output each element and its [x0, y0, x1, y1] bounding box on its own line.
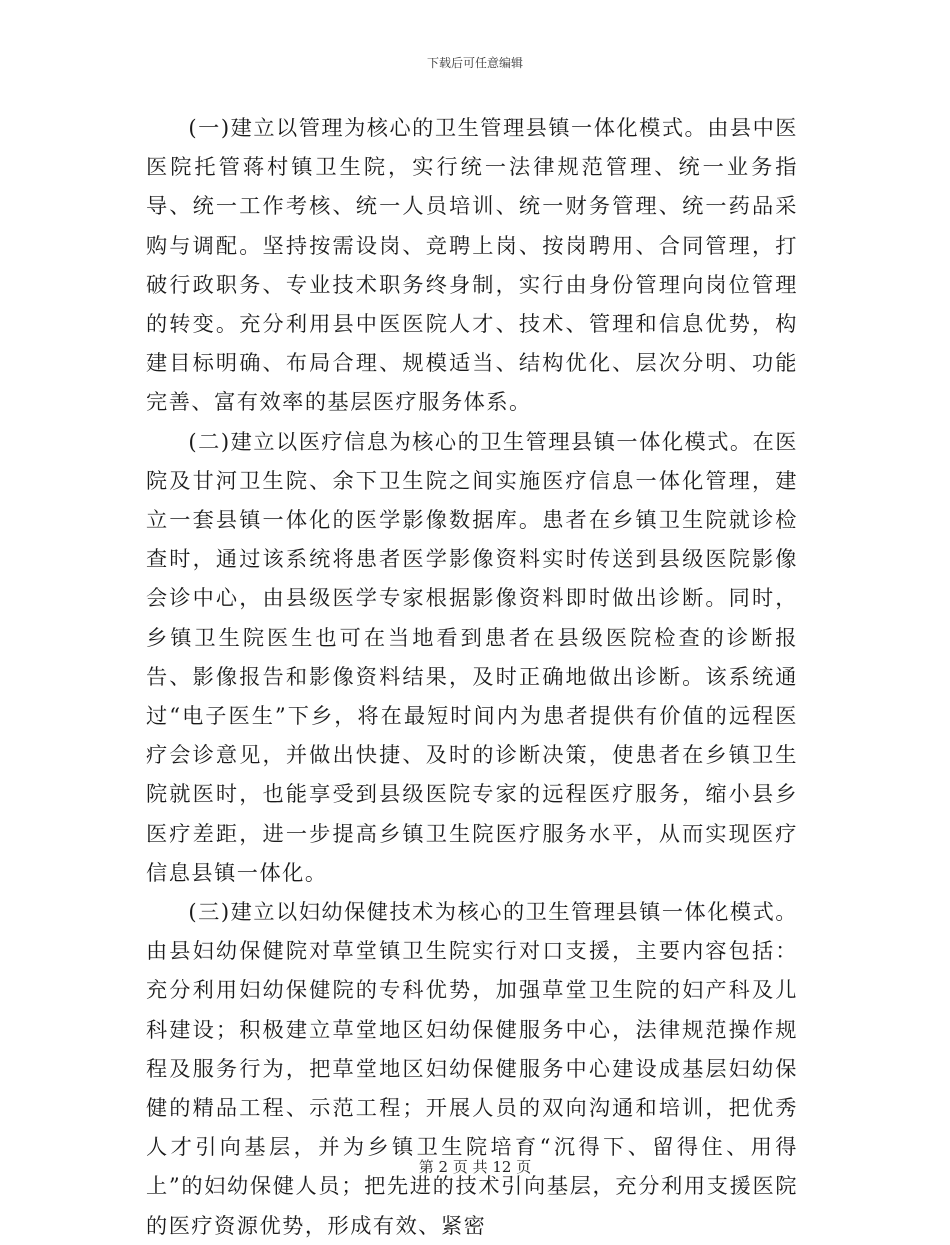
page-header-note: 下载后可任意编辑 [426, 56, 523, 70]
paragraph-2: (二)建立以医疗信息为核心的卫生管理县镇一体化模式。在医院及甘河卫生院、余下卫生院之间实施医疗信息一体化管理，建立一套县镇一体化的医学影像数据库。患者在乡镇卫生院就诊检查时，通过该系统将患者医学影像资料实时传送到县级医院影像会诊中心，由县级医学专家根据影像资料即时做出诊断。同时，乡镇卫生院医生也可在当地看到患者在县级医院检查的诊断报告、影像报告和影像资料结果，及时正确地做出诊断。该系统通过“电子医生”下乡，将在最短时间内为患者提供有价值的远程医疗会诊意见，并做出快捷、及时的诊断决策，使患者在乡镇卫生院就医时，也能享受到县级医院专家的远程医疗服务，缩小县乡医疗差距，进一步提高乡镇卫生院医疗服务水平，从而实现医疗信息县镇一体化。 [146, 428, 798, 885]
paragraph-3: (三)建立以妇幼保健技术为核心的卫生管理县镇一体化模式。由县妇幼保健院对草堂镇卫生院实行对口支援，主要内容包括：充分利用妇幼保健院的专科优势，加强草堂卫生院的妇产科及儿科建设；积极建立草堂地区妇幼保健服务中心，法律规范操作规程及服务行为，把草堂地区妇幼保健服务中心建设成基层妇幼保健的精品工程、示范工程；开展人员的双向沟通和培训，把优秀人才引向基层，并为乡镇卫生院培育“沉得下、留得住、用得上”的妇幼保健人员；把先进的技术引向基层，充分利用支援医院的医疗资源优势，形成有效、紧密 [146, 899, 798, 1238]
document-body [146, 108, 798, 1245]
paragraph-1: (一)建立以管理为核心的卫生管理县镇一体化模式。由县中医医院托管蒋村镇卫生院，实行统一法律规范管理、统一业务指导、统一工作考核、统一人员培训、统一财务管理、统一药品采购与调配。坚持按需设岗、竞聘上岗、按岗聘用、合同管理，打破行政职务、专业技术职务终身制，实行由身份管理向岗位管理的转变。充分利用县中医医院人才、技术、管理和信息优势，构建目标明确、布局合理、规模适当、结构优化、层次分明、功能完善、富有效率的基层医疗服务体系。 [146, 115, 798, 415]
page-number: 第 2 页 共 12 页 [418, 1158, 532, 1176]
